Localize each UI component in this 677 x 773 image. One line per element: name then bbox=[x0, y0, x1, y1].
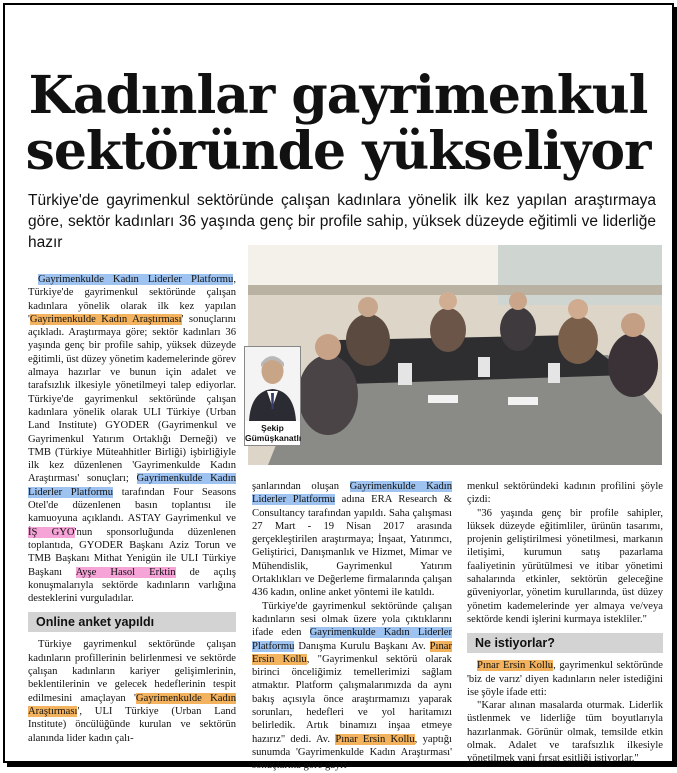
article-column-2 bbox=[252, 480, 452, 773]
text-run: Danışma Kurulu Başkanı Av. bbox=[294, 640, 430, 652]
article-paragraph bbox=[467, 659, 663, 699]
text-run: , gayrimenkul sektöründe 'biz de varız' diyen kadınların neler istediğini ise şöyle ifade etti: bbox=[467, 660, 663, 698]
article-paragraph bbox=[28, 638, 236, 744]
text-run: şanlarından oluşan bbox=[252, 481, 350, 492]
article-paragraph bbox=[252, 480, 452, 600]
highlighted-text: Gayrimenkulde Kadın Liderler Platformu bbox=[28, 473, 237, 498]
text-run: ', ULI Türkiye (Urban Land Institute) öncülüğünde kurulan ve sektörün alanında lider kadın çalı- bbox=[28, 705, 236, 744]
author-portrait bbox=[244, 346, 301, 446]
text-run: Türkiye gayrimenkul sektöründe çalışan kadınların profillerinin belirlenmesi ve sektörde çalışan kadınların kariyer gelişimlerinin, beklentilerinin ve gelecek hedeflerinin tespit edilmesini amaçlayan ' bbox=[28, 639, 236, 704]
headline-line-1: Kadınlar gayrimenkul bbox=[28, 65, 648, 126]
article-paragraph bbox=[467, 699, 663, 765]
text-run: "36 yaşında genç bir profile sahipler, lüksek düzeyde eğitimliler, ürünün tasarımı, projenin geliştirilmesi yönetilmesi, markanın iletişimi, kurumun satış pazarlama faaliyetinin yürütülmesi ve itibar yönetimi sahalarında etkinler, sektörün geleceğine güveniyorlar, yönetim kurullarında, üst düzey yönetim kademelerinde yer almaya ve/veya sektörde kendi işlerini kurmaya istekliler." bbox=[467, 507, 663, 625]
headline-line-2: sektöründe yükseliyor bbox=[25, 121, 651, 182]
text-run: tarafından Four Seasons Otel'de düzenlenen basın toplantısı ile kamuoyuna açıklandı. ASTAY Gayrimenkul ve bbox=[28, 486, 236, 525]
text-run: , Türkiye'de gayrimenkul sektöründe çalışan kadınlara yönelik olarak ilk kez yapılan ' bbox=[28, 274, 236, 325]
article-paragraph bbox=[467, 507, 663, 627]
deck-text: Türkiye'de gayrimenkul sektöründe çalışan kadınlara yönelik ilk kez yapılan araştırmaya göre, sektör kadınları 36 yaşında genç bir profile sahip, yüksek düzeyde eğitimli ve liderliğe hazır bbox=[28, 192, 656, 251]
text-run: Türkiye'de gayrimenkul sektöründe çalışan kadınların sesi olmak üzere yola çıktıklarını ifade eden bbox=[252, 600, 452, 639]
text-run: de açılış konuşmalarıyla sektörde kadınların varlığına desteklerini vurguladılar. bbox=[28, 566, 236, 605]
text-run: ' sonuçlarını açıkladı. Araştırmaya göre; sektör kadınları 36 yaşında genç bir profile sahip, yüksek düzeyde eğitimli, üst düzey yönetim kademelerinde görev almaya hazırlar ve bunun için adalet ve tarafsızlık ilkesiyle yönetilmeyi talep ediyorlar. Türkiye'de gayrimenkul sektöründe çalışan kadınlara yönelik olarak ULI Türkiye (Urban Land Institute) GYODER (Gayrimenkul ve Gayrimenkul Yatırım Ortaklığı Derneği) ve TMB (Türkiye Müteahhitler Birliği) işbirliğiyle ilk kez düzenlenen 'Gayrimenkulde Kadın Araştırması' sonuçları; bbox=[28, 313, 236, 485]
text-run: , "Gayrimenkul sektörü olarak birinci önceliğimiz temellerimizi sağlam atmaktır. Platform çalışmalarımızda da aynı bakış açısıyla önce araştırmamızı yaparak sorunları, hedefleri ve yol haritamızı belirledik. Artık binamızı inşaa etmeye hazırız" dedi. Av. bbox=[252, 653, 452, 745]
text-run: "Karar alınan masalarda oturmak. Liderlik üstlenmek ve liderliğe tüm boyutlarıyla hazırlanmak. Görünür olmak, temsilde etkin olmak. Adalet ve tarafsızlık ilkesiyle yönetilmek yani fırsat eşitliği istiyorlar." bbox=[467, 700, 663, 765]
headline bbox=[18, 65, 658, 182]
highlighted-text: Gayrimenkulde Kadın Araştırması bbox=[28, 692, 236, 717]
meeting-photo bbox=[248, 245, 662, 465]
article-paragraph bbox=[28, 273, 236, 605]
highlighted-text: Pınar Ersin Kollu bbox=[477, 660, 554, 672]
person-icon bbox=[245, 347, 300, 421]
article-paragraph bbox=[252, 600, 452, 773]
article-column-3 bbox=[467, 480, 663, 766]
highlighted-text: Gayrimenkulde Kadın Liderler Platformu bbox=[38, 274, 234, 285]
meeting-photo-illustration bbox=[248, 245, 662, 465]
highlighted-text: Pınar Ersin Kollu bbox=[252, 640, 452, 665]
text-run: , yaptığı sunumda 'Gayrimenkulde Kadın Araştırması' sonuçlarına göre gayri- bbox=[252, 733, 452, 772]
portrait-caption-line-1: Şekip bbox=[261, 423, 284, 433]
newspaper-clipping bbox=[12, 42, 666, 772]
portrait-caption bbox=[245, 423, 300, 443]
highlighted-text: İŞ GYO bbox=[28, 526, 75, 538]
article-column-1 bbox=[28, 273, 236, 745]
article-paragraph bbox=[467, 480, 663, 507]
text-run: 'nun sponsorluğunda düzenlenen toplantıda, GYODER Başkanı Aziz Torun ve TMB Başkanı Mithat Yenigün ile ULI Türkiye Başkanı bbox=[28, 526, 236, 578]
highlighted-text: Gayrimenkulde Kadın Liderler Platformu bbox=[252, 627, 453, 652]
text-run: adına ERA Research & Consultancy tarafından yapıldı. Saha çalışması 27 Mart - 19 Nisan 2017 arasında gerçekleştirilen araştırmaya; İnşaat, Yatırımcı, Geliştirici, Danışmanlık ve Hizmet, Mimar ve Mühendislik, Gayrimenkul Yatırım Ortaklıkları ve Değerleme firmalarında çalışan 436 kadın, online anket yöntemi ile katıldı. bbox=[252, 494, 453, 599]
highlighted-text: Ayşe Hasol Erktin bbox=[75, 566, 176, 578]
portrait-caption-line-2: Gümüşkanatlı bbox=[245, 433, 302, 443]
highlighted-text: Pınar Ersin Kollu bbox=[335, 733, 415, 745]
subheading-online-anket: Online anket yapıldı bbox=[28, 612, 236, 632]
text-run: menkul sektöründeki kadının profilini şöyle çizdi: bbox=[467, 481, 663, 506]
highlighted-text: Gayrimenkulde Kadın Araştırması bbox=[29, 313, 182, 325]
highlighted-text: Gayrimenkulde Kadın Liderler Platformu bbox=[252, 481, 452, 506]
subheading-ne-istiyorlar: Ne istiyorlar? bbox=[467, 633, 663, 653]
